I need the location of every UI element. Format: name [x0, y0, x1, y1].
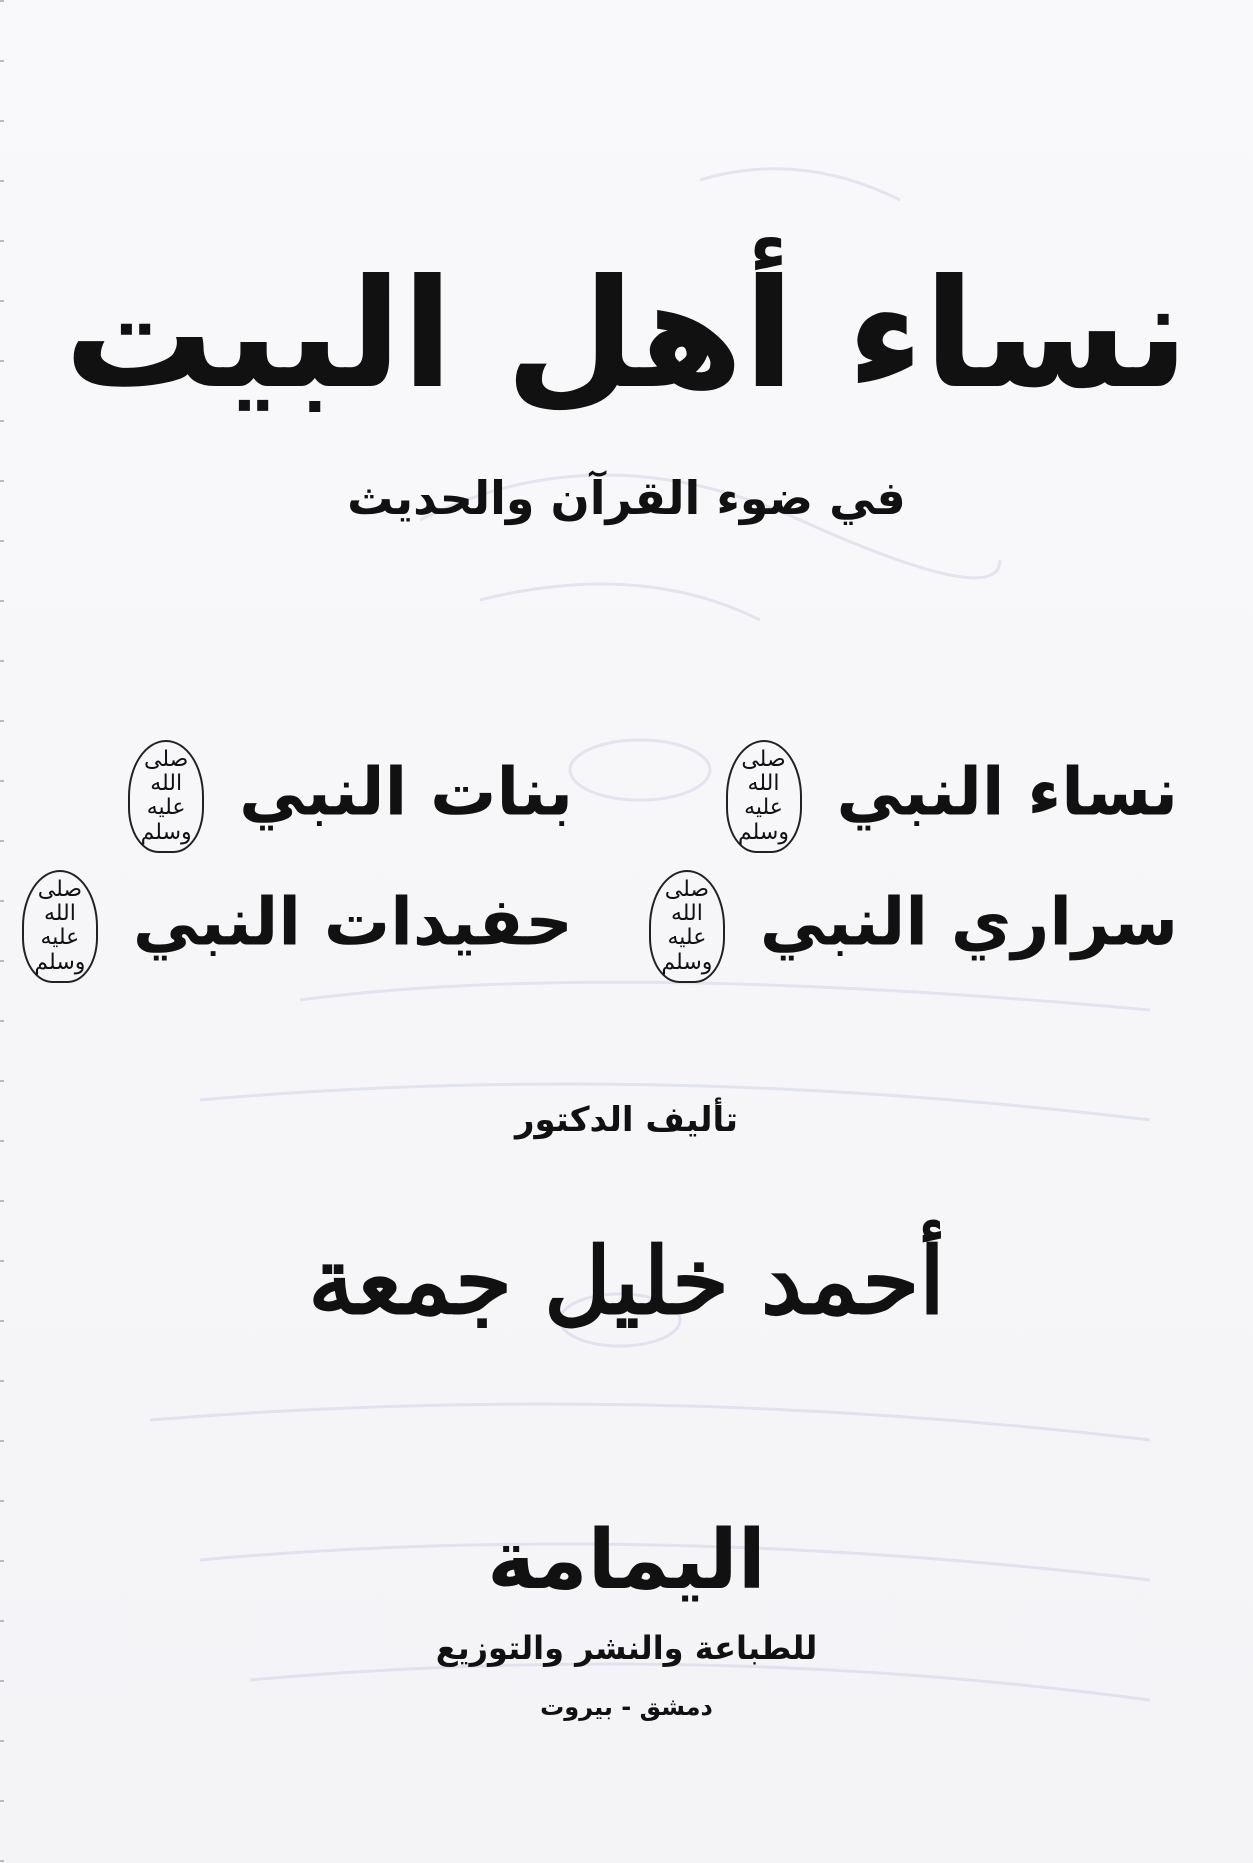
publisher-tagline: للطباعة والنشر والتوزيع — [435, 1629, 818, 1667]
publisher-cities: دمشق - بيروت — [540, 1693, 713, 1721]
contents-item-concubines — [649, 870, 1178, 983]
publisher-name: اليمامة — [487, 1513, 766, 1608]
contents-item-label: سراري النبي — [759, 883, 1178, 961]
honorific-seal-icon: صلى الله عليه وسلم — [22, 870, 98, 983]
author-label: تأليف الدكتور — [514, 1100, 739, 1140]
contents-item-granddaughters — [22, 870, 573, 983]
contents-item-label: نساء النبي — [836, 753, 1178, 831]
contents-item-label: حفيدات النبي — [132, 883, 573, 961]
contents-item-label: بنات النبي — [239, 753, 573, 831]
book-subtitle: في ضوء القرآن والحديث — [347, 471, 906, 525]
contents-item-wives — [726, 740, 1179, 853]
contents-item-daughters — [128, 740, 573, 853]
book-title: نساء أهل البيت — [64, 248, 1189, 422]
author-name: أحمد خليل جمعة — [308, 1227, 945, 1335]
honorific-seal-icon: صلى الله عليه وسلم — [726, 740, 802, 853]
honorific-seal-icon: صلى الله عليه وسلم — [649, 870, 725, 983]
honorific-seal-icon: صلى الله عليه وسلم — [128, 740, 204, 853]
